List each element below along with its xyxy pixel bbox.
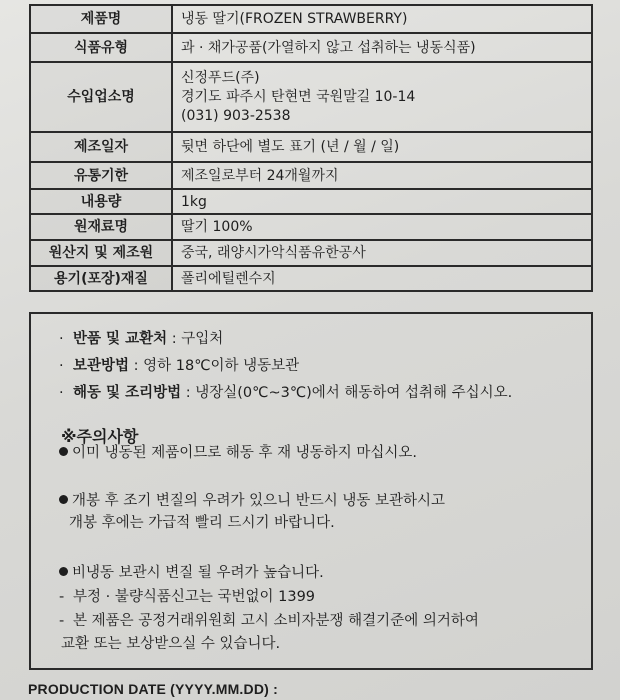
report-text: 부정 · 불량식품신고는 국번없이 1399: [73, 589, 316, 605]
row-label: 유통기한: [30, 162, 172, 189]
importer-phone: (031) 903-2538: [181, 107, 291, 124]
row-value: 중국, 래양시가악식품유한공사: [172, 240, 592, 266]
production-date-label: PRODUCTION DATE (YYYY.MM.DD) :: [28, 681, 278, 697]
compensation-line: [59, 612, 479, 630]
report-line: [59, 588, 315, 606]
caution-item: [59, 444, 417, 462]
table-row: [30, 162, 592, 189]
row-value: 제조일로부터 24개월까지: [172, 162, 592, 189]
return-exchange-label: 반품 및 교환처: [73, 331, 168, 347]
bullet-mark: ·: [59, 385, 64, 401]
table-row: [30, 132, 592, 162]
storage-label: 보관방법: [73, 358, 130, 374]
product-info-table: [29, 4, 593, 292]
table-row: [30, 33, 592, 62]
caution-item: [59, 492, 445, 510]
caution-item-continued: 개봉 후에는 가급적 빨리 드시기 바랍니다.: [69, 515, 335, 531]
bullet-dot-icon: [59, 447, 68, 456]
row-label: 원산지 및 제조원: [30, 240, 172, 266]
row-label: 용기(포장)재질: [30, 266, 172, 291]
notice-box: [29, 312, 593, 670]
thaw-text: : 냉장실(0℃~3℃)에서 해동하여 섭취해 주십시오.: [181, 385, 513, 401]
row-label: 식품유형: [30, 33, 172, 62]
row-value: 딸기 100%: [172, 214, 592, 240]
row-value: 과 · 채가공품(가열하지 않고 섭취하는 냉동식품): [172, 33, 592, 62]
table-row: [30, 189, 592, 214]
compensation-text: 본 제품은 공정거래위원회 고시 소비자분쟁 해결기준에 의거하여: [73, 613, 479, 629]
bullet-dot-icon: [59, 495, 68, 504]
row-label: 원재료명: [30, 214, 172, 240]
table-row: [30, 240, 592, 266]
row-label: 내용량: [30, 189, 172, 214]
row-value: 1kg: [172, 189, 592, 214]
table-row: [30, 5, 592, 33]
bullet-dot-icon: [59, 567, 68, 576]
return-exchange-text: : 구입처: [167, 331, 224, 347]
caution-text: 이미 냉동된 제품이므로 해동 후 재 냉동하지 마십시오.: [72, 445, 418, 461]
bullet-mark: ·: [59, 358, 64, 374]
return-exchange-line: [59, 330, 223, 348]
row-value: 뒷면 하단에 별도 표기 (년 / 월 / 일): [172, 132, 592, 162]
caution-text: 개봉 후 조기 변질의 우려가 있으니 반드시 냉동 보관하시고: [72, 493, 446, 509]
caution-title: ※주의사항: [61, 427, 139, 446]
thaw-label: 해동 및 조리방법: [73, 385, 182, 401]
table-row: [30, 214, 592, 240]
row-label: 제조일자: [30, 132, 172, 162]
bullet-mark: ·: [59, 331, 64, 347]
row-label: 수입업소명: [30, 62, 172, 132]
row-value: 냉동 딸기(FROZEN STRAWBERRY): [172, 5, 592, 33]
importer-value: [172, 62, 592, 132]
table-row: [30, 266, 592, 291]
thaw-line: [59, 384, 512, 402]
row-label: 제품명: [30, 5, 172, 33]
row-value: 폴리에틸렌수지: [172, 266, 592, 291]
importer-address: 경기도 파주시 탄현면 국원말길 10-14: [181, 88, 416, 105]
table-row: [30, 62, 592, 132]
bullet-mark: -: [59, 589, 65, 605]
caution-item: [59, 564, 324, 582]
storage-line: [59, 357, 299, 375]
importer-name: 신정푸드(주): [181, 69, 260, 86]
storage-text: : 영하 18℃이하 냉동보관: [129, 358, 300, 374]
caution-text: 비냉동 보관시 변질 될 우려가 높습니다.: [72, 565, 324, 581]
bullet-mark: -: [59, 613, 65, 629]
compensation-line-continued: 교환 또는 보상받으실 수 있습니다.: [61, 636, 281, 652]
